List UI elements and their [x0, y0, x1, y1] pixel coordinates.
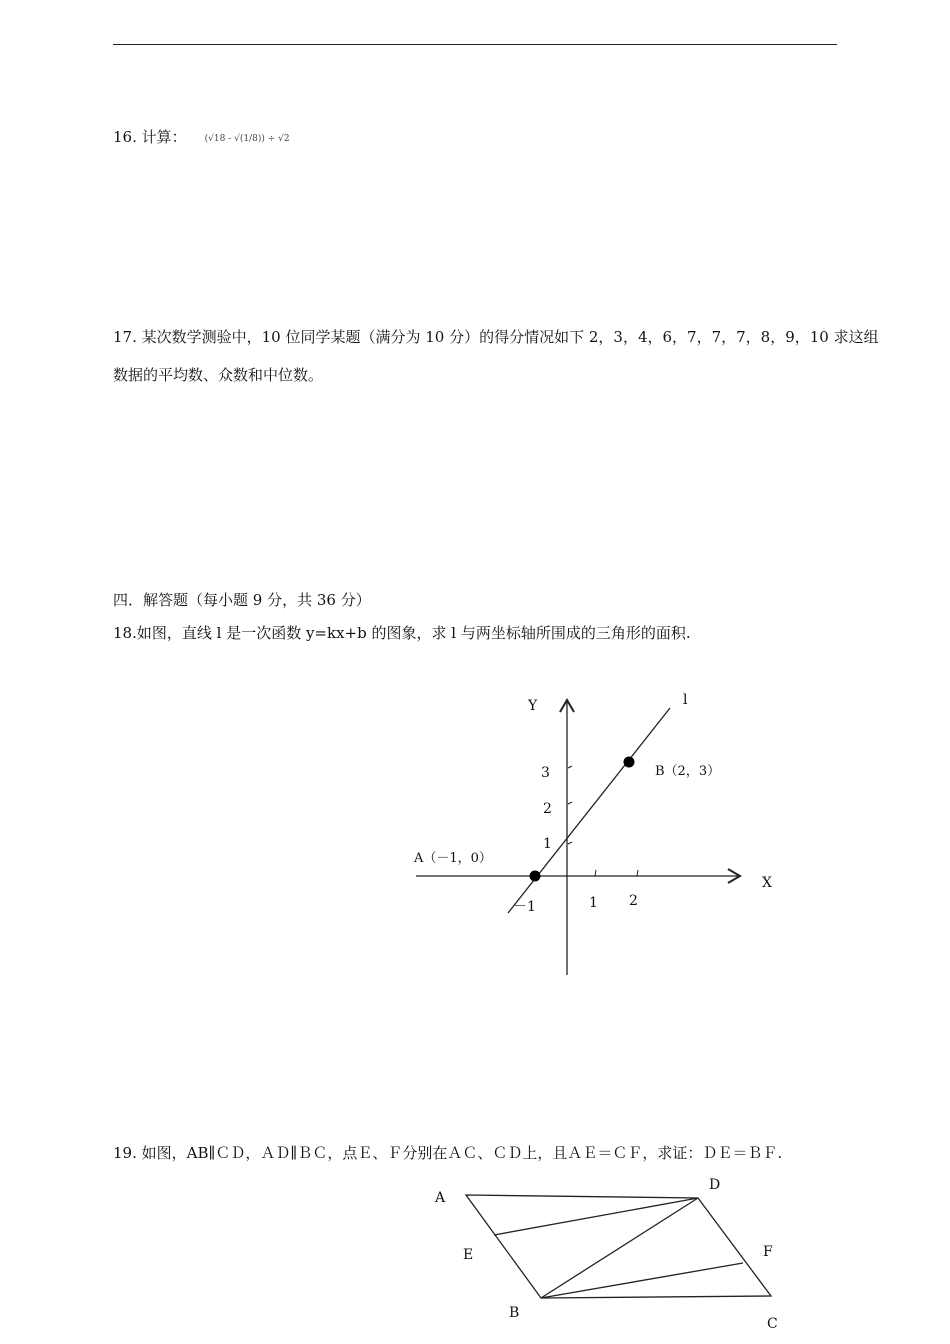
x-tick-neg-1: －1: [513, 899, 536, 915]
question-16-formula: (√18 - √(1/8)) ÷ √2: [204, 134, 290, 144]
point-e-label: E: [463, 1247, 474, 1263]
question-16-label: 16. 计算：: [113, 128, 187, 146]
point-a-label: A（－1，0）: [414, 851, 492, 866]
x-tick-2: 2: [629, 893, 638, 909]
vertex-a-label: A: [435, 1190, 446, 1206]
y-tick-1: 1: [543, 836, 552, 852]
parallelogram-abcd: [466, 1195, 771, 1298]
segment-de: [494, 1198, 698, 1235]
question-19: 19. 如图，AB∥ＣＤ，ＡＤ∥ＢＣ，点Ｅ、Ｆ分别在ＡＣ、ＣＤ上，且ＡＥ＝ＣＦ，求证：ＤＥ＝ＢＦ.: [113, 1144, 783, 1162]
y-tick-3: 3: [541, 765, 550, 781]
line-label: l: [683, 692, 688, 708]
section-4-heading: 四．解答题（每小题 9 分，共 36 分）: [113, 591, 371, 609]
vertex-c-label: C: [767, 1316, 778, 1332]
question-18: 18.如图，直线 l 是一次函数 y=kx+b 的图象，求 l 与两坐标轴所围成的三角形的面积.: [113, 624, 691, 642]
x-axis-label: X: [762, 875, 772, 891]
vertex-b-label: B: [509, 1305, 520, 1321]
vertex-d-label: D: [709, 1177, 721, 1193]
diagonal-bd: [541, 1198, 698, 1298]
y-axis-label: Y: [528, 698, 538, 714]
y-tick-2: 2: [543, 801, 552, 817]
x-tick-1: 1: [589, 895, 598, 911]
question-17-line-2: 数据的平均数、众数和中位数。: [113, 366, 324, 384]
point-b-label: B（2，3）: [655, 764, 721, 779]
segment-bf: [541, 1263, 743, 1298]
point-f-label: F: [763, 1244, 773, 1260]
question-17-line-1: 17. 某次数学测验中，10 位同学某题（满分为 10 分）的得分情况如下 2，3，4，6，7，7，7，8，9，10 求这组: [113, 328, 879, 346]
